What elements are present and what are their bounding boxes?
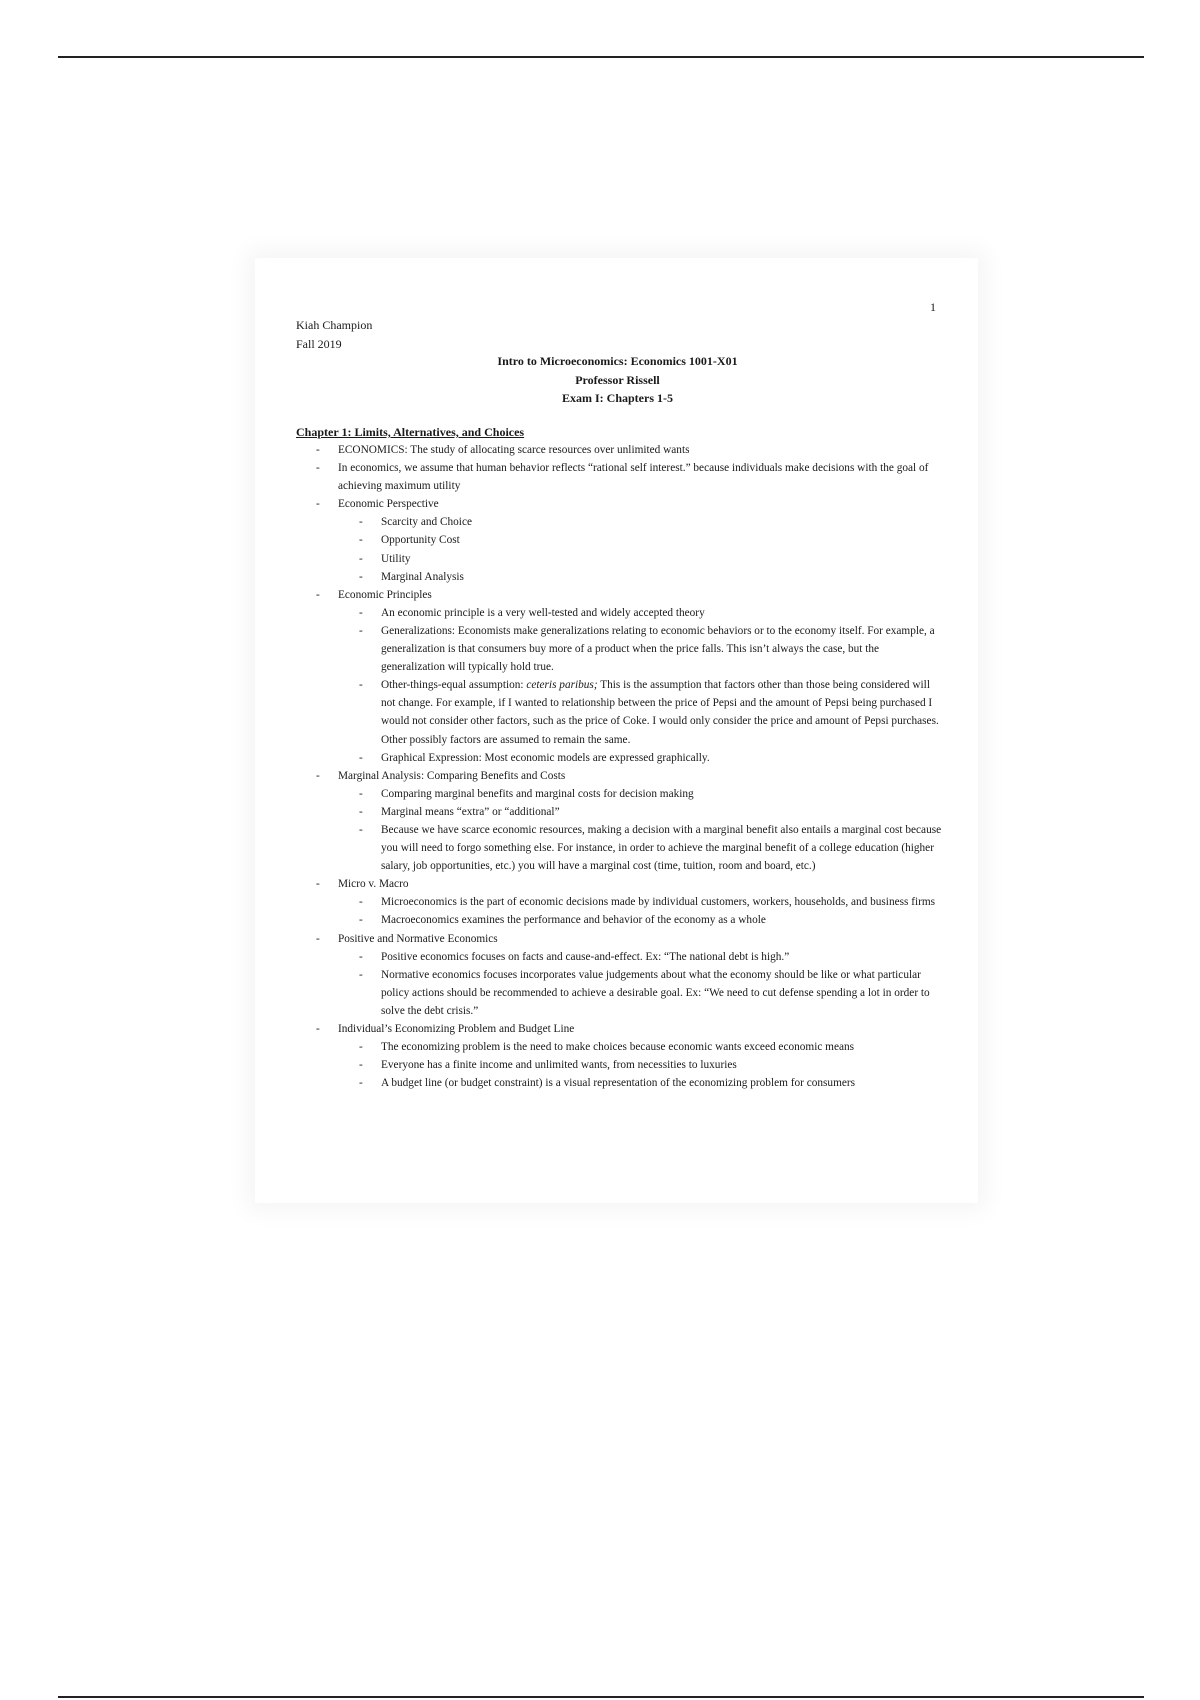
author-name: Kiah Champion <box>296 318 373 332</box>
outline-subitem <box>296 531 944 549</box>
outline-item <box>296 495 944 513</box>
outline-subitem-text: Positive economics focuses on facts and cause-and-effect. Ex: “The national debt is high.” <box>381 950 790 963</box>
outline-item <box>296 441 944 459</box>
outline-subitem-text: Marginal means “extra” or “additional” <box>381 805 560 818</box>
outline-item-text: Economic Perspective <box>338 498 439 511</box>
outline-subitem <box>296 785 944 803</box>
bullet-dash: - <box>316 932 320 945</box>
outline-subitem-text: Other-things-equal assumption: <box>381 679 527 692</box>
bullet-dash: - <box>359 805 363 818</box>
outline-subitem-text: Marginal Analysis <box>381 570 464 583</box>
outline-subitem-text: The economizing problem is the need to make choices because economic wants exceed economic means <box>381 1041 855 1054</box>
bullet-dash: - <box>316 588 320 601</box>
outline-subitem-text: Utility <box>381 552 411 565</box>
bullet-dash: - <box>316 498 320 511</box>
chapter-outline <box>296 441 944 1092</box>
outline-subitem <box>296 513 944 531</box>
bullet-dash: - <box>359 624 363 637</box>
bullet-dash: - <box>359 534 363 547</box>
professor-name: Professor Rissell <box>575 372 660 387</box>
bullet-dash: - <box>359 516 363 529</box>
italic-term: ceteris paribus; <box>526 679 598 692</box>
bullet-dash: - <box>316 769 320 782</box>
outline-item-text: In economics, we assume that human behavior reflects “rational self interest.” because individuals make decisions with the goal of achieving maximum utility <box>338 462 929 493</box>
outline-item <box>296 767 944 785</box>
author-block <box>296 316 372 353</box>
bullet-dash: - <box>316 462 320 475</box>
outline-item <box>296 875 944 893</box>
outline-subitem <box>296 803 944 821</box>
outline-item-text: Economic Principles <box>338 588 432 601</box>
bullet-dash: - <box>359 679 363 692</box>
outline-subitem <box>296 821 944 875</box>
bullet-dash: - <box>359 896 363 909</box>
outline-item <box>296 459 944 495</box>
outline-subitem-text: Normative economics focuses incorporates value judgements about what the economy should be like or what particular policy actions should be recommended to achieve a desirable goal. Ex: “We need to cut defense spending a lot in order to solve the debt crisis.” <box>381 968 930 1017</box>
top-rule <box>58 56 1144 58</box>
outline-subitem-text: Comparing marginal benefits and marginal costs for decision making <box>381 787 694 800</box>
outline-item-text: Positive and Normative Economics <box>338 932 498 945</box>
outline-item <box>296 586 944 604</box>
outline-subitem <box>296 966 944 1020</box>
outline-subitem <box>296 676 944 748</box>
outline-subitem <box>296 604 944 622</box>
outline-subitem <box>296 749 944 767</box>
outline-subitem-text: Generalizations: Economists make generalizations relating to economic behaviors or to the economy itself. For example, a generalization is that consumers buy more of a product when the price falls. This isn’t always the case, but the generalization will typically hold true. <box>381 624 935 674</box>
outline-subitem <box>296 568 944 586</box>
bullet-dash: - <box>359 606 363 619</box>
bullet-dash: - <box>359 968 363 981</box>
exam-title: Exam I: Chapters 1-5 <box>562 391 673 405</box>
bullet-dash: - <box>359 1041 363 1054</box>
outline-subitem-text: Everyone has a finite income and unlimited wants, from necessities to luxuries <box>381 1059 737 1072</box>
bullet-dash: - <box>316 444 320 456</box>
outline-item-text: Micro v. Macro <box>338 878 409 891</box>
bullet-dash: - <box>359 787 363 800</box>
outline-subitem <box>296 893 944 911</box>
outline-subitem <box>296 622 944 676</box>
bullet-dash: - <box>359 552 363 565</box>
outline-subitem-text: Microeconomics is the part of economic decisions made by individual customers, workers, households, and business firms <box>381 896 936 909</box>
outline-subitem <box>296 1056 944 1074</box>
outline-item-text: Marginal Analysis: Comparing Benefits and Costs <box>338 769 566 782</box>
outline-subitem-text: Opportunity Cost <box>381 534 460 547</box>
bullet-dash: - <box>316 878 320 891</box>
outline-subitem-text: Because we have scarce economic resources, making a decision with a marginal benefit also entails a marginal cost because you will need to forgo something else. For instance, in order to achieve the marginal benefit of a college education (higher salary, job opportunities, etc.) you will have a marginal cost (time, tuition, room and board, etc.) <box>381 823 942 873</box>
outline-item <box>296 930 944 948</box>
outline-subitem-text: A budget line (or budget constraint) is a visual representation of the economizing problem for consumers <box>381 1077 856 1090</box>
bullet-dash: - <box>359 1077 363 1090</box>
outline-subitem <box>296 1038 944 1056</box>
outline-subitem <box>296 948 944 966</box>
chapter-title: Chapter 1: Limits, Alternatives, and Choices <box>296 425 525 439</box>
bullet-dash: - <box>359 751 363 764</box>
outline-item <box>296 1020 944 1038</box>
bullet-dash: - <box>359 823 363 836</box>
outline-subitem <box>296 911 944 929</box>
page-number: 1 <box>930 300 936 314</box>
outline-subitem-text: Macroeconomics examines the performance and behavior of the economy as a whole <box>381 914 766 927</box>
outline-subitem-text: Graphical Expression: Most economic models are expressed graphically. <box>381 751 710 764</box>
bullet-dash: - <box>359 914 363 927</box>
outline-subitem-text: An economic principle is a very well-tested and widely accepted theory <box>381 606 705 619</box>
bullet-dash: - <box>359 1059 363 1072</box>
outline-item-text: ECONOMICS: The study of allocating scarce resources over unlimited wants <box>338 444 690 456</box>
bottom-rule <box>58 1696 1144 1698</box>
bullet-dash: - <box>359 950 363 963</box>
bullet-dash: - <box>359 570 363 583</box>
outline-subitem-text-cont: This is the assumption that factors other than those being considered will not change. For example, if I wanted to relationship between the price of Pepsi and the amount of Pepsi being purchased I would not consider other factors, such as the price of Coke. I would only consider the price and amount of Pepsi purchases. Other possibly factors are assumed to remain the same. <box>381 679 939 746</box>
bullet-dash: - <box>316 1023 320 1035</box>
course-title: Intro to Microeconomics: Economics 1001-X01 <box>497 354 738 368</box>
outline-subitem <box>296 1074 944 1092</box>
term: Fall 2019 <box>296 336 342 351</box>
outline-subitem <box>296 550 944 568</box>
outline-item-text: Individual’s Economizing Problem and Budget Line <box>338 1023 575 1035</box>
document-header <box>296 352 939 408</box>
outline-subitem-text: Scarcity and Choice <box>381 516 472 529</box>
